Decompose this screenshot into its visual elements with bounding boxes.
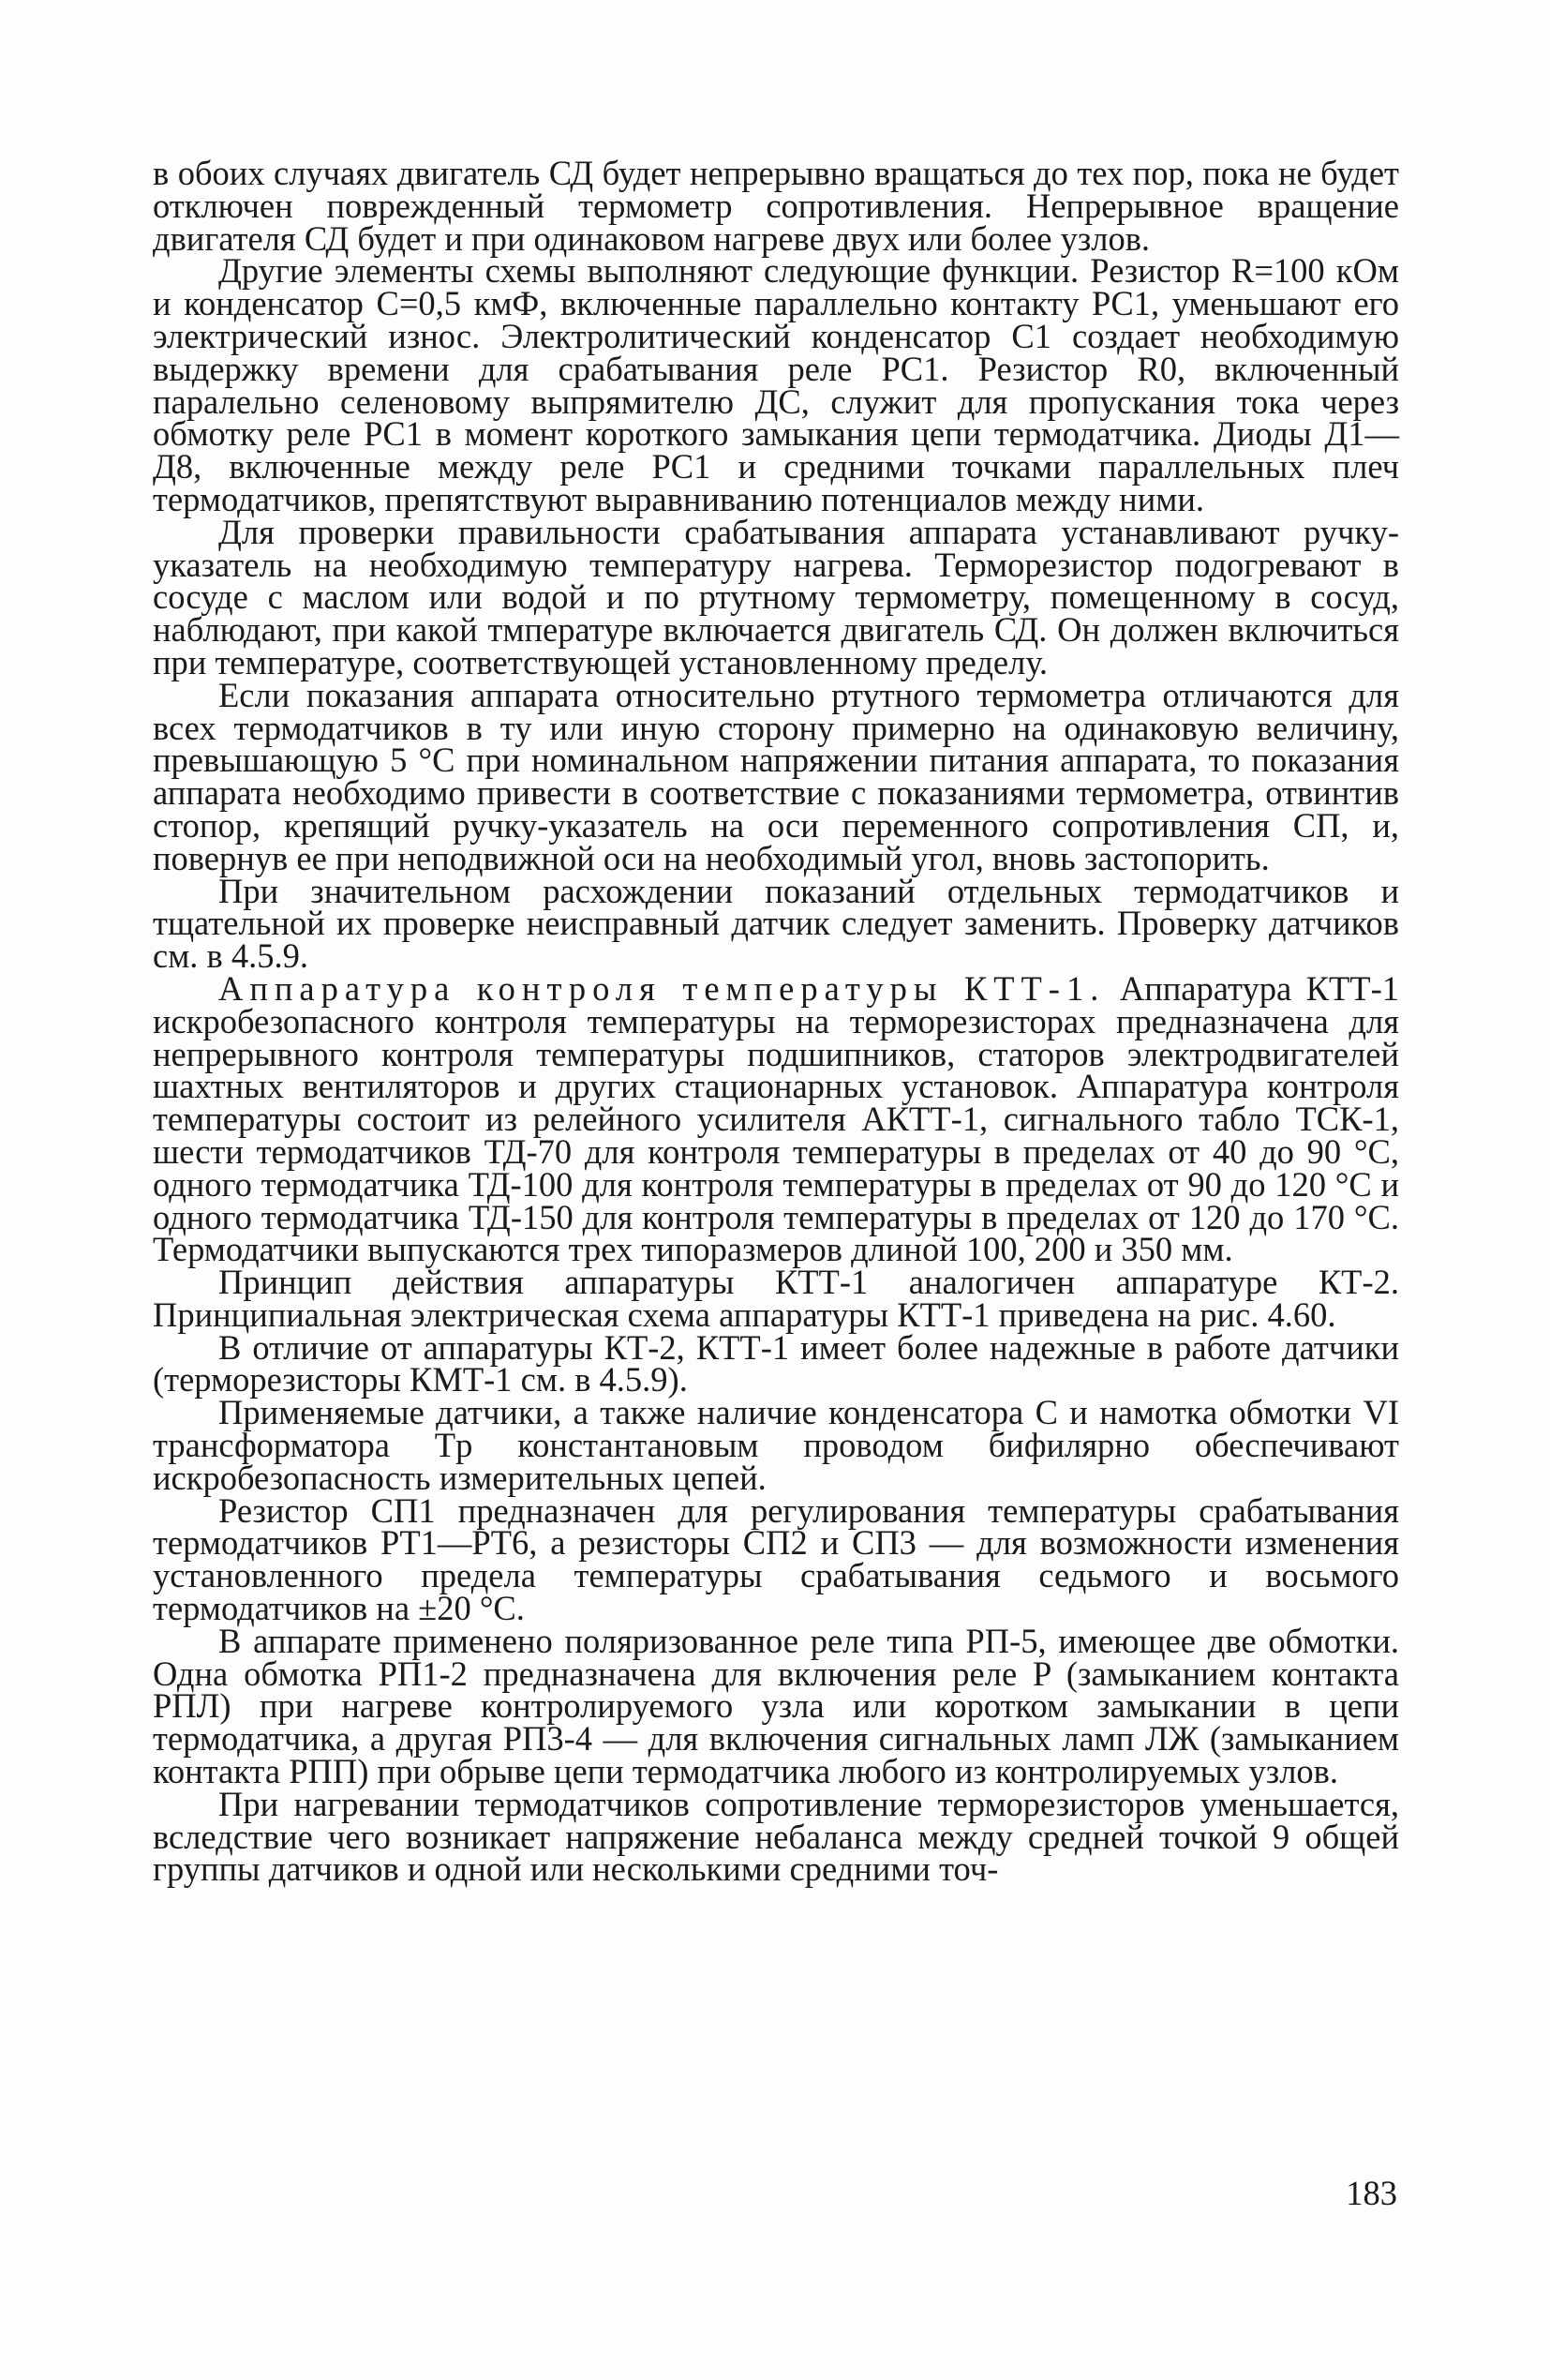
section-heading: Аппаратура контроля температуры КТТ-1. [218, 968, 1106, 1008]
paragraph-2: Другие элементы схемы выполняют следующие функции. Резистор R=100 кОм и конденсатор C=0,5 кмФ, включенные параллельно контакту PC1, уменьшают его электрический износ. Электролитический конденсатор C1 создает необходимую выдержку времени для срабатывания реле PC1. Резистор R0, включенный паралельно селеновому выпрямителю ДС, служит для пропускания тока через обмотку реле PC1 в момент короткого замыкания цепи термодатчика. Диоды Д1—Д8, включенные между реле PC1 и средними точками параллельных плеч термодатчиков, препятствуют выравниванию потенциалов между ними. [153, 251, 1399, 518]
paragraph-7: Принцип действия аппаратуры КТТ-1 аналогичен аппаратуре КТ-2. Принципиальная электрическая схема аппаратуры КТТ-1 приведена на рис. 4.60. [153, 1263, 1399, 1334]
paragraph-1: в обоих случаях двигатель СД будет непрерывно вращаться до тех пор, пока не будет отключен поврежденный термометр сопротивления. Непрерывное вращение двигателя СД будет и при одинаковом нагреве двух или более узлов. [153, 154, 1399, 258]
paragraph-12: При нагревании термодатчиков сопротивление терморезисторов уменьшается, вследствие чего возникает напряжение небаланса между средней точкой 9 общей группы датчиков и одной или несколькими средними точ- [153, 1784, 1399, 1889]
paragraph-5: При значительном расхождении показаний отдельных термодатчиков и тщательной их проверке неисправный датчик следует заменить. Проверку датчиков см. в 4.5.9. [153, 871, 1399, 976]
paragraph-9: Применяемые датчики, а также наличие конденсатора C и намотка обмотки VI трансформатора Tp константановым проводом бифилярно обеспечивают искробезопасность измерительных цепей. [153, 1393, 1399, 1497]
section-paragraph-text: Аппаратура КТТ-1 искробезопасного контроля температуры на терморезисторах предназначена для непрерывного контроля температуры подшипников, статоров электродвигателей шахтных вентиляторов и других стационарных установок. Аппаратура контроля температуры состоит из релейного усилителя АКТТ-1, сигнального табло ТСК-1, шести термодатчиков ТД-70 для контроля температуры в пределах от 40 до 90 °С, одного термодатчика ТД-100 для контроля температуры в пределах от 90 до 120 °С и одного термодатчика ТД-150 для контроля температуры в пределах от 120 до 170 °С. Термодатчики выпускаются трех типоразмеров длиной 100, 200 и 350 мм. [153, 968, 1399, 1269]
paragraph-10: Резистор СП1 предназначен для регулирования температуры срабатывания термодатчиков PT1—PT6, а резисторы СП2 и СП3 — для возможности изменения установленного предела температуры срабатывания седьмого и восьмого термодатчиков на ±20 °С. [153, 1490, 1399, 1628]
paragraph-3: Для проверки правильности срабатывания аппарата устанавливают ручку-указатель на необходимую температуру нагрева. Терморезистор подогревают в сосуде с маслом или водой и по ртутному термометру, помещенному в сосуд, наблюдают, при какой тмпературе включается двигатель СД. Он должен включиться при температуре, соответствующей установленному пределу. [153, 512, 1399, 681]
paragraph-11: В аппарате применено поляризованное реле типа РП-5, имеющее две обмотки. Одна обмотка РП1-2 предназначена для включения реле P (замыканием контакта РПЛ) при нагреве контролируемого узла или коротком замыкании в цепи термодатчика, а другая РП3-4 — для включения сигнальных ламп ЛЖ (замыканием контакта РПП) при обрыве цепи термодатчика любого из контролируемых узлов. [153, 1621, 1399, 1791]
page-number: 183 [1346, 2174, 1397, 2212]
section-paragraph [153, 968, 1399, 1269]
paragraph-8: В отличие от аппаратуры КТ-2, КТТ-1 имеет более надежные в работе датчики (терморезисторы КМТ-1 см. в 4.5.9). [153, 1327, 1399, 1400]
paragraph-4: Если показания аппарата относительно ртутного термометра отличаются для всех термодатчиков в ту или иную сторону примерно на одинаковую величину, превышающую 5 °С при номинальном напряжении питания аппарата, то показания аппарата необходимо привести в соответствие с показаниями термометра, отвинтив стопор, крепящий ручку-указатель на оси переменного сопротивления СП, и, повернув ее при неподвижной оси на необходимый угол, вновь застопорить. [153, 675, 1399, 877]
page-text-body [153, 154, 1399, 1889]
